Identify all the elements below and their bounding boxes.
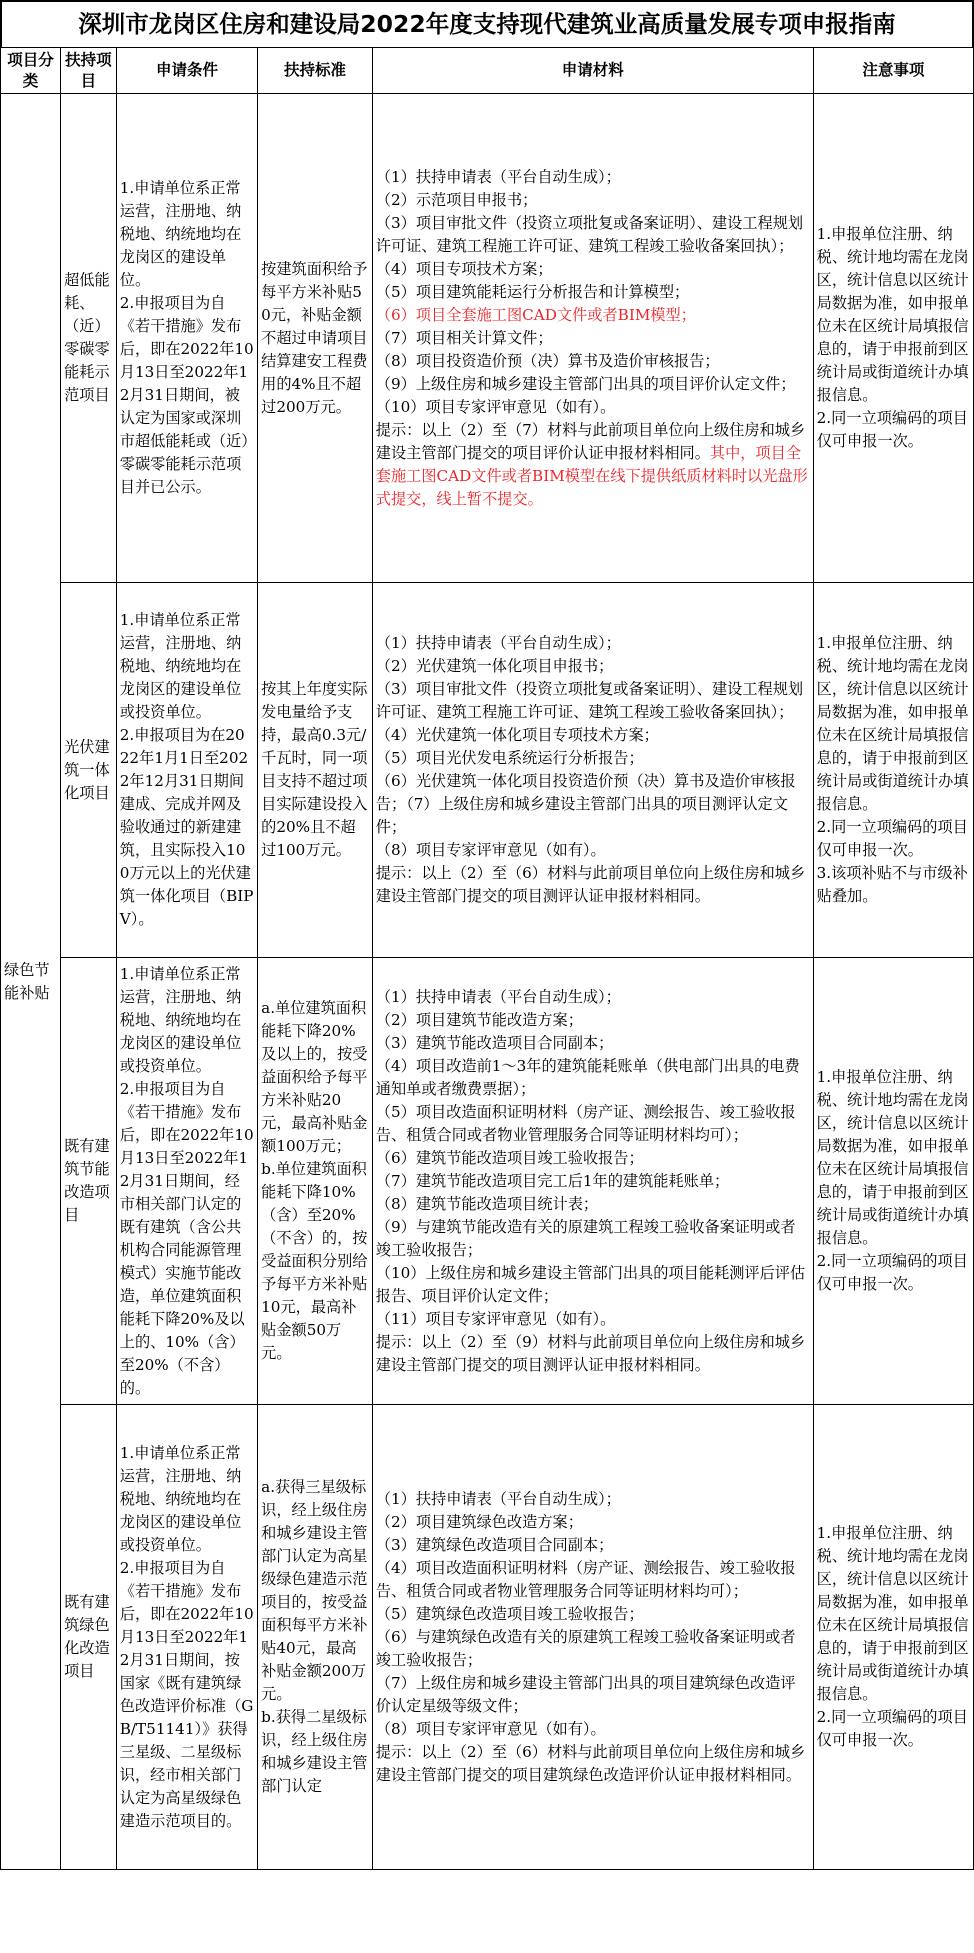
material-item: （3）建筑绿色改造项目合同副本； [375,1535,614,1554]
notes-cell [813,958,973,1405]
conditions-cell [116,1405,257,1870]
material-item: （3）项目审批文件（投资立项批复或备案证明）、建设工程规划许可证、建筑工程施工许可证、建筑工程竣工验收备案回执）； [375,680,804,721]
material-item: （5）项目光伏发电系统运行分析报告； [375,749,644,767]
material-item: （8）建筑节能改造项目统计表； [375,1194,599,1213]
header-category: 项目分类 [1,48,61,94]
material-item: （3）项目审批文件（投资立项批复或备案证明）、建设工程规划许可证、建筑工程施工许可证、建筑工程竣工验收备案回执）； [375,213,804,255]
notes-cell [813,583,973,958]
standard-cell-line: 按建筑面积给予每平方米补贴50元，补贴金额不超过申请项目结算建安工程费用的4%且不超过200万元。 [261,259,368,416]
conditions-cell-line: 2.申报项目为在2022年1月1日至2022年12月31日期间建成、完成并网及验收通过的新建建筑，且实际投入100万元以上的光伏建筑一体化项目（BIPV）。 [119,726,254,928]
guide-table [0,47,974,1870]
material-item: （9）与建筑节能改造有关的原建筑工程竣工验收备案证明或者竣工验收报告； [375,1217,796,1259]
notes-cell-line: 1.申报单位注册、纳税、统计地均需在龙岗区，统计信息以区统计局数据为准，如申报单位未在区统计局填报信息的，请于申报前到区统计局或街道统计办填报信息。 [816,634,969,813]
item-cell: 既有建筑节能改造项目 [61,958,117,1405]
material-item: （5）项目改造面积证明材料（房产证、测绘报告、竣工验收报告、租赁合同或者物业管理服务合同等证明材料均可）； [375,1102,796,1144]
conditions-cell-line: 2.申报项目为自《若干措施》发布后，即在2022年10月13日至2022年12月31日期间，经市相关部门认定的既有建筑（含公共机构合同能源管理模式）实施节能改造，单位建筑面积能耗下降20%及以上的、10%（含）至20%（不含）的。 [119,1079,254,1397]
material-item: （2）项目建筑绿色改造方案； [375,1512,583,1531]
material-item: （1）扶持申请表（平台自动生成）； [375,1489,621,1508]
standard-cell [258,958,373,1405]
material-item: （7）项目相关计算文件； [375,328,553,347]
header-materials: 申请材料 [372,48,813,94]
materials-cell [372,583,813,958]
header-notes: 注意事项 [813,48,973,94]
materials-cell [372,958,813,1405]
material-item: （10）项目专家评审意见（如有）。 [375,397,616,416]
notes-cell-line: 2.同一立项编码的项目仅可申报一次。 [816,409,968,450]
standard-cell [258,94,373,583]
materials-cell [372,1405,813,1870]
material-item: （4）项目改造前1～3年的建筑能耗账单（供电部门出具的电费通知单或者缴费票据）； [375,1056,800,1098]
conditions-cell [116,583,257,958]
material-item: （4）项目改造面积证明材料（房产证、测绘报告、竣工验收报告、租赁合同或者物业管理服务合同等证明材料均可）； [375,1558,796,1600]
table-row [1,958,974,1405]
standard-cell [258,583,373,958]
header-standard: 扶持标准 [258,48,373,94]
item-cell: 既有建筑绿色化改造项目 [61,1405,117,1870]
item-cell: 超低能耗、（近）零碳零能耗示范项目 [61,94,117,583]
notes-cell-line: 2.同一立项编码的项目仅可申报一次。 [816,1252,968,1293]
conditions-cell-line: 2.申报项目为自《若干措施》发布后，即在2022年10月13日至2022年12月31日期间，被认定为国家或深圳市超低能耗或（近）零碳零能耗示范项目并已公示。 [119,294,254,496]
notes-cell-line: 1.申报单位注册、纳税、统计地均需在龙岗区，统计信息以区统计局数据为准，如申报单位未在区统计局填报信息的，请于申报前到区统计局或街道统计办填报信息。 [816,225,969,404]
standard-cell-line: b.获得二星级标识，经上级住房和城乡建设主管部门认定 [261,1708,368,1795]
material-item: （9）上级住房和城乡建设主管部门出具的项目评价认定文件； [375,374,796,393]
materials-cell [372,94,813,583]
notes-cell-line: 3.该项补贴不与市级补贴叠加。 [816,864,968,905]
document-title: 深圳市龙岗区住房和建设局2022年度支持现代建筑业高质量发展专项申报指南 [0,0,974,47]
materials-tip [376,1331,810,1377]
material-item: （4）光伏建筑一体化项目专项技术方案； [375,726,659,744]
conditions-cell-line: 1.申请单位系正常运营，注册地、纳税地、纳统地均在龙岗区的建设单位或投资单位。 [119,1443,242,1554]
tip-text: 提示：以上（2）至（9）材料与此前项目单位向上级住房和城乡建设主管部门提交的项目测评认证申报材料相同。 [375,1332,806,1374]
conditions-cell [116,958,257,1405]
table-row [1,583,974,958]
notes-cell-line: 1.申报单位注册、纳税、统计地均需在龙岗区，统计信息以区统计局数据为准，如申报单位未在区统计局填报信息的，请于申报前到区统计局或街道统计办填报信息。 [816,1068,969,1247]
material-item: （8）项目专家评审意见（如有）。 [375,841,606,859]
standard-cell-line: a.获得三星级标识，经上级住房和城乡建设主管部门认定为高星级绿色建造示范项目的，按受益面积每平方米补贴40元，最高补贴金额200万元。 [261,1478,368,1703]
category-cell: 绿色节能补贴 [1,94,61,1870]
standard-cell [258,1405,373,1870]
material-item: （5）项目建筑能耗运行分析报告和计算模型； [375,282,690,301]
tip-highlight-text: 其中，项目全套施工图CAD文件或者BIM模型在线下提供纸质材料时以光盘形式提交，线上暂不提交。 [375,443,808,508]
material-item: （2）项目建筑节能改造方案； [375,1010,583,1029]
materials-tip [376,419,810,511]
tip-text: 提示：以上（2）至（7）材料与此前项目单位向上级住房和城乡建设主管部门提交的项目评价认证申报材料相同。 [375,420,806,462]
notes-cell-line: 2.同一立项编码的项目仅可申报一次。 [816,1708,968,1749]
material-item: （5）建筑绿色改造项目竣工验收报告； [375,1604,644,1623]
material-item: （6）与建筑绿色改造有关的原建筑工程竣工验收备案证明或者竣工验收报告； [375,1627,796,1669]
material-item: （7）上级住房和城乡建设主管部门出具的项目建筑绿色改造评价认定星级等级文件； [375,1673,796,1715]
tip-text: 提示：以上（2）至（6）材料与此前项目单位向上级住房和城乡建设主管部门提交的项目建筑绿色改造评价认证申报材料相同。 [375,1742,806,1784]
material-item: （1）扶持申请表（平台自动生成）； [375,634,621,652]
conditions-cell-line: 1.申请单位系正常运营，注册地、纳税地、纳统地均在龙岗区的建设单位。 [119,179,242,289]
material-item: （3）建筑节能改造项目合同副本； [375,1033,614,1052]
table-row [1,94,974,583]
material-item: （10）上级住房和城乡建设主管部门出具的项目能耗测评后评估报告、项目评价认定文件； [375,1263,806,1305]
item-cell: 光伏建筑一体化项目 [61,583,117,958]
header-row [1,48,974,94]
header-item: 扶持项目 [61,48,117,94]
header-conditions: 申请条件 [116,48,257,94]
material-item: （8）项目投资造价预（决）算书及造价审核报告； [375,351,720,370]
material-item: （4）项目专项技术方案； [375,259,553,278]
standard-cell-line: 按其上年度实际发电量给予支持，最高0.3元/千瓦时，同一项目支持不超过项目实际建设投入的20%且不超过100万元。 [261,680,368,859]
tip-text: 提示：以上（2）至（6）材料与此前项目单位向上级住房和城乡建设主管部门提交的项目测评认证申报材料相同。 [375,864,806,905]
material-item: （6）项目全套施工图CAD文件或者BIM模型； [375,305,696,324]
material-item: （7）建筑节能改造项目完工后1年的建筑能耗账单； [375,1171,730,1190]
conditions-cell-line: 2.申报项目为自《若干措施》发布后，即在2022年10月13日至2022年12月31日期间，按国家《既有建筑绿色改造评价标准（GB/T51141）》获得三星级、二星级标识，经市相关部门认定为高星级绿色建造示范项目的。 [119,1558,254,1830]
material-item: （11）项目专家评审意见（如有）。 [375,1309,616,1328]
material-item: （8）项目专家评审意见（如有）。 [375,1719,606,1738]
conditions-cell [116,94,257,583]
notes-cell [813,1405,973,1870]
conditions-cell-line: 1.申请单位系正常运营，注册地、纳税地、纳统地均在龙岗区的建设单位或投资单位。 [119,611,242,721]
standard-cell-line: b.单位建筑面积能耗下降10%（含）至20%（不含）的，按受益面积分别给予每平方米补贴10元，最高补贴金额50万元。 [261,1160,368,1362]
material-item: （2）光伏建筑一体化项目申报书； [375,657,614,675]
table-row [1,1405,974,1870]
notes-cell [813,94,973,583]
material-item: （2）示范项目申报书； [375,190,538,209]
material-item: （6）建筑节能改造项目竣工验收报告； [375,1148,644,1167]
notes-cell-line: 2.同一立项编码的项目仅可申报一次。 [816,818,968,859]
material-item: （1）扶持申请表（平台自动生成）； [375,987,621,1006]
notes-cell-line: 1.申报单位注册、纳税、统计地均需在龙岗区，统计信息以区统计局数据为准，如申报单位未在区统计局填报信息的，请于申报前到区统计局或街道统计办填报信息。 [816,1524,969,1703]
standard-cell-line: a.单位建筑面积能耗下降20%及以上的，按受益面积给予每平方米补贴20元，最高补贴金额100万元； [261,999,368,1155]
materials-tip [376,1741,810,1787]
material-item: （1）扶持申请表（平台自动生成）； [375,167,621,186]
material-item: （6）光伏建筑一体化项目投资造价预（决）算书及造价审核报告；（7）上级住房和城乡建设主管部门出具的项目测评认定文件； [375,772,796,836]
conditions-cell-line: 1.申请单位系正常运营，注册地、纳税地、纳统地均在龙岗区的建设单位或投资单位。 [119,964,242,1075]
materials-tip [376,862,810,908]
